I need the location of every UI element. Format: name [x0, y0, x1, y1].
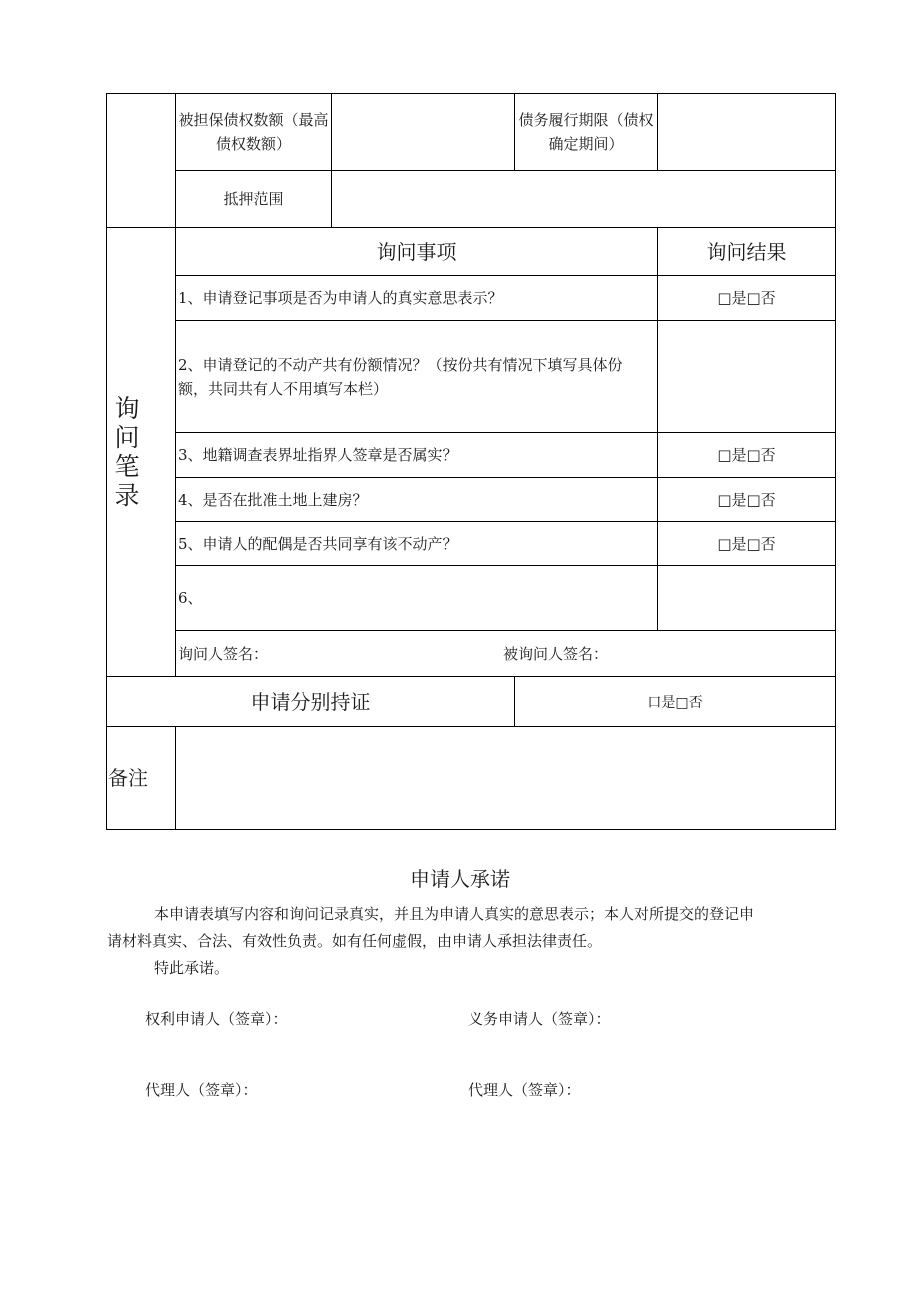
separate-certificate-label: 申请分别持证 [250, 689, 371, 714]
inquiry-result-3-checkbox[interactable]: □是□否 [717, 446, 776, 464]
inquiry-question-3: 3、地籍调查表界址指界人签章是否属实？ [178, 446, 458, 464]
inquiry-question-1: 1、申请登记事项是否为申请人的真实意思表示？ [178, 289, 503, 307]
agent-signature-right[interactable]: 代理人（签章）： [468, 1081, 581, 1099]
side-label-char: 问 [114, 423, 140, 452]
side-label-char: 录 [114, 481, 140, 510]
inquiry-record-side-label [107, 228, 147, 676]
table-border-bottom [106, 829, 835, 830]
guarantee-amount-field[interactable] [332, 94, 514, 170]
side-label-char: 笔 [114, 452, 140, 481]
table-border-right [835, 93, 836, 830]
mortgage-scope-field[interactable] [332, 171, 835, 227]
commitment-paragraph-line2: 请材料真实、合法、有效性负责。如有任何虚假，由申请人承担法律责任。 [107, 932, 603, 950]
inquiry-items-header: 询问事项 [376, 239, 457, 264]
inquiry-result-2-field[interactable] [658, 321, 835, 432]
mortgage-scope-label: 抵押范围 [223, 190, 284, 208]
inquiry-result-4-checkbox[interactable]: □是□否 [717, 490, 776, 509]
guarantee-amount-label: 被担保债权数额（最高债权数额） [178, 111, 329, 153]
inquiry-result-1-checkbox[interactable]: □是□否 [717, 289, 776, 307]
right-holder-signature[interactable]: 权利申请人（签章）： [145, 1010, 288, 1028]
inquiry-result-6-field[interactable] [658, 566, 835, 630]
agent-signature-left[interactable]: 代理人（签章）： [145, 1081, 258, 1099]
interviewee-signature-field[interactable]: 被询问人签名： [503, 644, 609, 663]
side-label-char: 询 [114, 394, 140, 423]
inquiry-question-2: 2、申请登记的不动产共有份额情况？（按份共有情况下填写具体份额，共同共有人不用填写本栏） [178, 355, 623, 398]
debt-term-label: 债务履行期限（债权确定期间） [518, 111, 654, 153]
debt-term-field[interactable] [658, 94, 835, 170]
commitment-paragraph-line1: 本申请表填写内容和询问记录真实，并且为申请人真实的意思表示；本人对所提交的登记申 [154, 905, 755, 923]
obligor-signature[interactable]: 义务申请人（签章）： [468, 1010, 611, 1028]
remarks-label: 备注 [108, 766, 148, 790]
inquiry-question-4: 4、是否在批准土地上建房？ [178, 490, 368, 509]
inquiry-result-5-checkbox[interactable]: □是□否 [717, 534, 776, 553]
commitment-title: 申请人承诺 [410, 867, 510, 891]
inquiry-question-5: 5、申请人的配偶是否共同享有该不动产？ [178, 534, 458, 553]
commitment-closing: 特此承诺。 [154, 959, 230, 977]
inquiry-question-6[interactable]: 6、 [178, 589, 203, 607]
inquiry-results-header: 询问结果 [706, 239, 787, 264]
remarks-field[interactable] [176, 727, 835, 829]
interviewer-signature-field[interactable]: 询问人签名： [178, 644, 269, 663]
separate-certificate-checkbox[interactable]: 口是□否 [647, 694, 703, 711]
